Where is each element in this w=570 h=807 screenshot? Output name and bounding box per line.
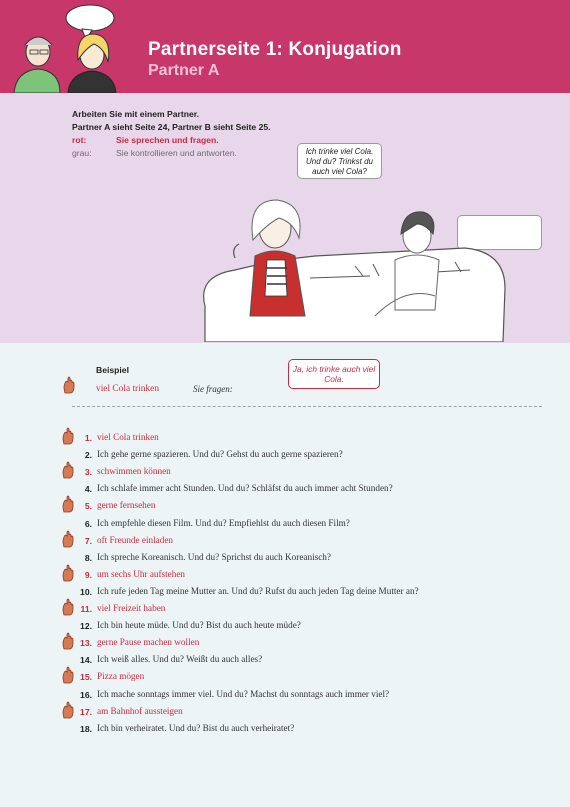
legend-text-grey: Sie kontrollieren und antworten. — [116, 148, 237, 158]
example-phrase: viel Cola trinken — [96, 384, 160, 394]
item-number: 10. — [80, 586, 92, 597]
prompt-text: gerne fernsehen — [97, 500, 156, 511]
item-number: 1. — [84, 433, 92, 443]
example-prompt: Sie fragen: — [193, 384, 233, 394]
list-item — [0, 704, 570, 721]
prompt-text: um sechs Uhr aufstehen — [97, 568, 186, 579]
prompt-text: schwimmen können — [97, 466, 171, 477]
answer-text: Ich schlafe immer acht Stunden. Und du? Schläfst du auch immer acht Stunden? — [97, 483, 393, 494]
answer-text: Ich gehe gerne spazieren. Und du? Gehst du auch gerne spazieren? — [97, 449, 343, 460]
page-subtitle: Partner A — [148, 62, 220, 79]
list-item — [0, 550, 570, 567]
list-item — [0, 481, 570, 498]
answer-text: Ich mache sonntags immer viel. Und du? Machst du sonntags auch immer viel? — [97, 688, 390, 699]
item-number: 7. — [84, 535, 92, 546]
prompt-text: gerne Pause machen wollen — [97, 637, 200, 648]
hand-raised-icon — [62, 376, 78, 394]
prompt-text: viel Freizeit haben — [97, 603, 166, 613]
list-item — [0, 464, 570, 481]
item-number: 4. — [84, 484, 92, 495]
list-item — [0, 516, 570, 533]
item-number: 18. — [80, 723, 92, 734]
prompt-text: am Bahnhof aussteigen — [97, 705, 183, 716]
answer-text: Ich bin verheiratet. Und du? Bist du auch verheiratet? — [97, 722, 295, 733]
list-item — [0, 584, 570, 601]
instructions — [72, 108, 271, 160]
list-item — [0, 669, 570, 686]
item-number: 2. — [84, 450, 92, 461]
item-number: 11. — [80, 604, 92, 614]
dashed-divider — [72, 406, 542, 407]
answer-text: Ich rufe jeden Tag meine Mutter an. Und du? Rufst du auch jeden Tag deine Mutter an? — [97, 585, 419, 596]
answer-text: Ich empfehle diesen Film. Und du? Empfiehlst du auch diesen Film? — [97, 517, 350, 528]
item-number: 8. — [84, 552, 92, 563]
list-item — [0, 567, 570, 584]
item-number: 13. — [80, 638, 92, 649]
item-number: 14. — [80, 655, 92, 666]
item-number: 3. — [84, 467, 92, 478]
list-item — [0, 721, 570, 738]
list-item — [0, 687, 570, 704]
legend-key-red: rot: — [72, 135, 87, 145]
list-item — [0, 618, 570, 635]
instruction-line-2: Partner A sieht Seite 24, Partner B sieht Seite 25. — [72, 122, 271, 132]
item-number: 16. — [80, 689, 92, 700]
list-item — [0, 447, 570, 464]
prompt-text: viel Cola trinken — [97, 432, 159, 442]
example-label: Beispiel — [96, 365, 129, 375]
answer-text: Ich bin heute müde. Und du? Bist du auch heute müde? — [97, 620, 301, 631]
two-people-illustration-icon — [0, 0, 140, 93]
item-number: 9. — [84, 569, 92, 580]
sofa-scene-illustration — [195, 196, 525, 342]
list-item — [0, 601, 570, 618]
example-answer-bubble: Ja, ich trinke auch viel Cola. — [288, 359, 380, 389]
list-item — [0, 652, 570, 669]
legend-red — [72, 134, 271, 147]
item-number: 12. — [80, 621, 92, 632]
item-number: 17. — [80, 706, 92, 717]
answer-text: Ich spreche Koreanisch. Und du? Sprichst du auch Koreanisch? — [97, 551, 331, 562]
list-item — [0, 498, 570, 515]
list-item — [0, 533, 570, 550]
prompt-text: Pizza mögen — [97, 671, 145, 682]
item-number: 5. — [84, 501, 92, 512]
list-item — [0, 430, 570, 447]
prompt-text: oft Freunde einladen — [97, 534, 174, 545]
instruction-line-1: Arbeiten Sie mit einem Partner. — [72, 109, 200, 119]
item-number: 15. — [80, 672, 92, 683]
answer-text: Ich weiß alles. Und du? Weißt du auch alles? — [97, 654, 263, 665]
page-title: Partnerseite 1: Konjugation — [148, 39, 402, 60]
list-item — [0, 635, 570, 652]
speech-bubble-question: Ich trinke viel Cola. Und du? Trinkst du auch viel Cola? — [297, 143, 382, 179]
legend-text-red: Sie sprechen und fragen. — [116, 135, 219, 145]
header-banner — [0, 0, 570, 93]
legend-key-grey: grau: — [72, 148, 92, 158]
legend-grey — [72, 147, 271, 160]
item-number: 6. — [84, 518, 92, 529]
